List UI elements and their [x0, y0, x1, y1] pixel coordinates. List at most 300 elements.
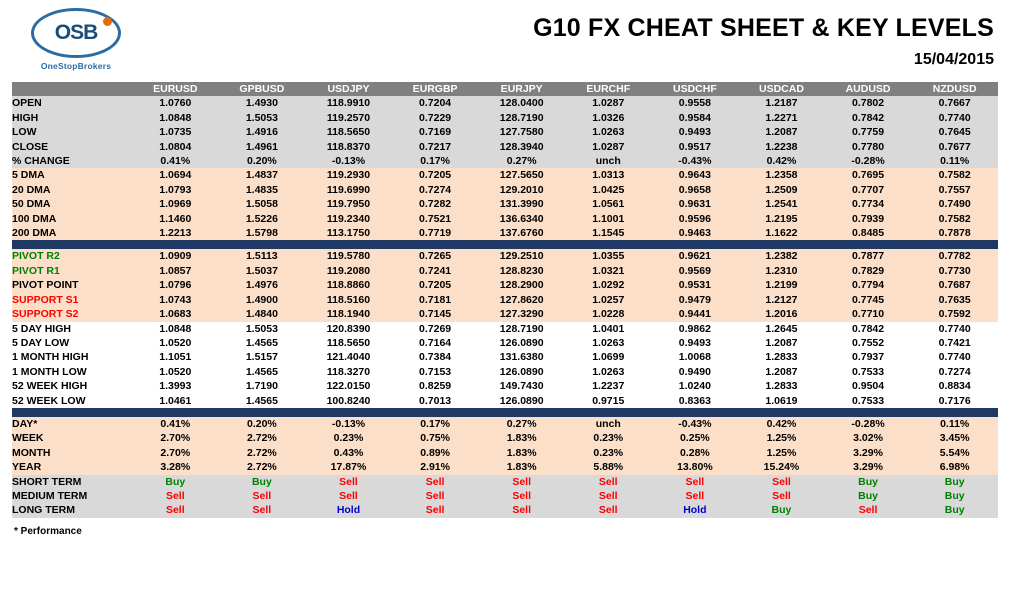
cell-gpbusd: 1.4840 — [219, 307, 306, 321]
cell-eurjpy: 0.27% — [478, 154, 565, 168]
cell-usdcad: 1.2382 — [738, 249, 825, 263]
cell-gpbusd: 1.5798 — [219, 226, 306, 240]
cell-usdjpy: 118.5650 — [305, 125, 392, 139]
cell-eurusd: 1.0857 — [132, 264, 219, 278]
cell-audusd: -0.28% — [825, 417, 912, 431]
cell-eurgbp: 0.8259 — [392, 379, 479, 393]
cell-eurchf: 0.23% — [565, 446, 652, 460]
cell-audusd: 0.7842 — [825, 322, 912, 336]
cell-usdchf: 0.9658 — [652, 183, 739, 197]
cell-eurjpy: Sell — [478, 475, 565, 489]
cell-eurgbp: 0.17% — [392, 417, 479, 431]
cell-eurusd: 1.0760 — [132, 96, 219, 110]
cell-usdcad: 1.2238 — [738, 140, 825, 154]
cell-audusd: Buy — [825, 489, 912, 503]
cell-eurgbp: 0.7205 — [392, 168, 479, 182]
cell-usdcad: 1.2645 — [738, 322, 825, 336]
cell-eurchf: unch — [565, 417, 652, 431]
cell-eurjpy: 128.0400 — [478, 96, 565, 110]
cell-eurchf: 5.88% — [565, 460, 652, 474]
cell-nzdusd: 0.7274 — [911, 365, 998, 379]
cell-eurchf: 0.9715 — [565, 394, 652, 408]
cell-eurjpy: Sell — [478, 489, 565, 503]
cell-audusd: Sell — [825, 503, 912, 517]
cell-eurgbp: 0.89% — [392, 446, 479, 460]
cell-usdjpy: 118.1940 — [305, 307, 392, 321]
cell-usdcad: 1.2833 — [738, 350, 825, 364]
cell-eurusd: 2.70% — [132, 446, 219, 460]
cell-audusd: 0.7745 — [825, 293, 912, 307]
cell-eurusd: 1.0848 — [132, 322, 219, 336]
cell-eurgbp: 0.7384 — [392, 350, 479, 364]
cell-eurjpy: 126.0890 — [478, 336, 565, 350]
cell-nzdusd: 0.7730 — [911, 264, 998, 278]
cell-usdcad: 1.0619 — [738, 394, 825, 408]
cell-gpbusd: 1.4916 — [219, 125, 306, 139]
cell-nzdusd: Buy — [911, 503, 998, 517]
cell-usdcad: 15.24% — [738, 460, 825, 474]
cell-usdchf: 0.9531 — [652, 278, 739, 292]
row-label: HIGH — [12, 111, 132, 125]
cell-usdcad: 1.2310 — [738, 264, 825, 278]
cell-eurgbp: 0.7521 — [392, 212, 479, 226]
cell-eurgbp: 0.7204 — [392, 96, 479, 110]
row-label: 1 MONTH HIGH — [12, 350, 132, 364]
cell-usdchf: 0.9596 — [652, 212, 739, 226]
table-row — [12, 154, 998, 168]
cell-eurusd: 0.41% — [132, 154, 219, 168]
cell-eurjpy: 1.83% — [478, 460, 565, 474]
cell-gpbusd: 2.72% — [219, 446, 306, 460]
cell-eurgbp: 0.7153 — [392, 365, 479, 379]
cell-eurchf: 1.0321 — [565, 264, 652, 278]
cell-usdchf: 0.9631 — [652, 197, 739, 211]
cell-usdchf: 0.9517 — [652, 140, 739, 154]
cell-eurusd: 1.0520 — [132, 336, 219, 350]
column-header-usdcad: USDCAD — [738, 82, 825, 96]
cell-eurchf: 1.0699 — [565, 350, 652, 364]
cell-usdjpy: 118.5650 — [305, 336, 392, 350]
cell-nzdusd: 6.98% — [911, 460, 998, 474]
cell-eurgbp: 0.7169 — [392, 125, 479, 139]
cell-usdjpy: 119.2340 — [305, 212, 392, 226]
cell-eurgbp: 0.7229 — [392, 111, 479, 125]
logo-caption: OneStopBrokers — [40, 61, 112, 71]
cell-nzdusd: 0.7582 — [911, 168, 998, 182]
cell-nzdusd: 3.45% — [911, 431, 998, 445]
cell-eurjpy: 129.2010 — [478, 183, 565, 197]
table-row — [12, 293, 998, 307]
cell-nzdusd: 0.7645 — [911, 125, 998, 139]
cell-gpbusd: 1.4565 — [219, 394, 306, 408]
cell-eurusd: 1.0743 — [132, 293, 219, 307]
cell-usdcad: 0.42% — [738, 417, 825, 431]
logo-dot-icon — [103, 17, 112, 26]
cell-eurusd: 1.0848 — [132, 111, 219, 125]
cell-eurjpy: 1.83% — [478, 446, 565, 460]
cell-audusd: -0.28% — [825, 154, 912, 168]
table-row — [12, 394, 998, 408]
row-label: CLOSE — [12, 140, 132, 154]
cell-gpbusd: 1.5053 — [219, 111, 306, 125]
cell-usdjpy: 118.8860 — [305, 278, 392, 292]
cell-usdjpy: 118.5160 — [305, 293, 392, 307]
cell-usdchf: Hold — [652, 503, 739, 517]
cell-eurgbp: 0.7164 — [392, 336, 479, 350]
cell-eurjpy: Sell — [478, 503, 565, 517]
cell-eurchf: 1.0355 — [565, 249, 652, 263]
cell-gpbusd: 0.20% — [219, 417, 306, 431]
cell-gpbusd: 2.72% — [219, 460, 306, 474]
cell-eurgbp: 0.7269 — [392, 322, 479, 336]
cell-audusd: 0.7937 — [825, 350, 912, 364]
cell-nzdusd: 0.7667 — [911, 96, 998, 110]
cell-eurusd: 1.0909 — [132, 249, 219, 263]
cell-eurchf: 1.0401 — [565, 322, 652, 336]
table-row — [12, 168, 998, 182]
cell-nzdusd: 0.7687 — [911, 278, 998, 292]
cell-eurgbp: 0.7241 — [392, 264, 479, 278]
cell-audusd: 0.7780 — [825, 140, 912, 154]
table-row — [12, 365, 998, 379]
row-label: 1 MONTH LOW — [12, 365, 132, 379]
row-label: % CHANGE — [12, 154, 132, 168]
cell-eurjpy: 126.0890 — [478, 365, 565, 379]
cell-usdchf: -0.43% — [652, 417, 739, 431]
cell-eurusd: 1.0683 — [132, 307, 219, 321]
cell-usdjpy: 119.6990 — [305, 183, 392, 197]
cell-gpbusd: 1.5058 — [219, 197, 306, 211]
cell-eurusd: 3.28% — [132, 460, 219, 474]
cell-gpbusd: 0.20% — [219, 154, 306, 168]
cell-usdchf: 13.80% — [652, 460, 739, 474]
fx-levels-table — [12, 82, 998, 518]
row-label: 200 DMA — [12, 226, 132, 240]
cell-eurgbp: 0.7145 — [392, 307, 479, 321]
cell-usdjpy: Sell — [305, 475, 392, 489]
cell-usdcad: 1.2541 — [738, 197, 825, 211]
cell-gpbusd: 1.4976 — [219, 278, 306, 292]
cell-eurchf: Sell — [565, 475, 652, 489]
table-body — [12, 96, 998, 517]
cell-nzdusd: 0.7878 — [911, 226, 998, 240]
table-row — [12, 111, 998, 125]
row-label: SUPPORT S1 — [12, 293, 132, 307]
cell-eurusd: 1.0969 — [132, 197, 219, 211]
row-label: 50 DMA — [12, 197, 132, 211]
cell-usdjpy: 119.2570 — [305, 111, 392, 125]
cell-eurchf: 1.0263 — [565, 365, 652, 379]
cell-eurchf: 1.1001 — [565, 212, 652, 226]
cell-nzdusd: 0.7557 — [911, 183, 998, 197]
row-label: 5 DAY LOW — [12, 336, 132, 350]
cell-usdjpy: 113.1750 — [305, 226, 392, 240]
cell-eurgbp: 0.7217 — [392, 140, 479, 154]
cell-usdjpy: Hold — [305, 503, 392, 517]
title-block — [533, 8, 994, 69]
cell-eurchf: 1.0313 — [565, 168, 652, 182]
row-label: WEEK — [12, 431, 132, 445]
page-title: G10 FX CHEAT SHEET & KEY LEVELS — [533, 14, 994, 42]
cell-nzdusd: 0.8834 — [911, 379, 998, 393]
cell-usdcad: 1.2087 — [738, 336, 825, 350]
cell-eurjpy: 131.6380 — [478, 350, 565, 364]
cell-eurusd: Sell — [132, 489, 219, 503]
cell-audusd: 0.7552 — [825, 336, 912, 350]
table-head — [12, 82, 998, 96]
cell-usdchf: 1.0068 — [652, 350, 739, 364]
cell-gpbusd: 1.7190 — [219, 379, 306, 393]
cell-eurjpy: 1.83% — [478, 431, 565, 445]
cell-usdjpy: 0.23% — [305, 431, 392, 445]
cell-usdjpy: 17.87% — [305, 460, 392, 474]
cell-usdjpy: -0.13% — [305, 417, 392, 431]
cell-usdjpy: Sell — [305, 489, 392, 503]
cell-gpbusd: 1.4837 — [219, 168, 306, 182]
column-header-eurusd: EURUSD — [132, 82, 219, 96]
cell-eurchf: 1.0287 — [565, 140, 652, 154]
cell-nzdusd: 0.11% — [911, 417, 998, 431]
cell-eurjpy: 128.2900 — [478, 278, 565, 292]
cell-eurusd: 1.0796 — [132, 278, 219, 292]
cell-eurusd: 1.0793 — [132, 183, 219, 197]
cell-eurgbp: 0.7719 — [392, 226, 479, 240]
cell-usdchf: 0.9479 — [652, 293, 739, 307]
cell-audusd: 0.7759 — [825, 125, 912, 139]
cell-nzdusd: 0.7740 — [911, 111, 998, 125]
row-label: LOW — [12, 125, 132, 139]
row-label: MONTH — [12, 446, 132, 460]
cell-usdchf: 0.9441 — [652, 307, 739, 321]
cell-usdcad: 1.2087 — [738, 125, 825, 139]
cell-gpbusd: 1.5037 — [219, 264, 306, 278]
cell-audusd: 0.7842 — [825, 111, 912, 125]
cell-nzdusd: 0.7740 — [911, 350, 998, 364]
cell-usdjpy: 118.8370 — [305, 140, 392, 154]
cell-audusd: 0.7794 — [825, 278, 912, 292]
cell-audusd: Buy — [825, 475, 912, 489]
table-row — [12, 140, 998, 154]
cell-gpbusd: 1.4900 — [219, 293, 306, 307]
cell-gpbusd: 1.5113 — [219, 249, 306, 263]
table-row — [12, 379, 998, 393]
cell-eurusd: 2.70% — [132, 431, 219, 445]
cell-eurchf: 1.0292 — [565, 278, 652, 292]
cell-eurjpy: 137.6760 — [478, 226, 565, 240]
divider-cell — [12, 240, 998, 249]
cell-usdcad: 1.2833 — [738, 379, 825, 393]
cell-eurchf: Sell — [565, 489, 652, 503]
cell-usdcad: Buy — [738, 503, 825, 517]
table-row — [12, 249, 998, 263]
cell-eurusd: 1.1460 — [132, 212, 219, 226]
cell-eurgbp: Sell — [392, 475, 479, 489]
cell-nzdusd: 0.7582 — [911, 212, 998, 226]
cell-usdjpy: 119.2080 — [305, 264, 392, 278]
cell-eurjpy: 127.3290 — [478, 307, 565, 321]
cell-audusd: 3.29% — [825, 446, 912, 460]
cell-gpbusd: 1.4565 — [219, 336, 306, 350]
table-row — [12, 96, 998, 110]
column-header-blank — [12, 82, 132, 96]
cell-usdjpy: 118.9910 — [305, 96, 392, 110]
cell-eurgbp: 0.7282 — [392, 197, 479, 211]
cell-eurjpy: 127.8620 — [478, 293, 565, 307]
cell-usdcad: 1.25% — [738, 431, 825, 445]
cell-nzdusd: Buy — [911, 475, 998, 489]
row-label: 52 WEEK LOW — [12, 394, 132, 408]
section-divider — [12, 240, 998, 249]
cell-usdcad: 0.42% — [738, 154, 825, 168]
cell-usdjpy: 120.8390 — [305, 322, 392, 336]
cell-eurchf: 1.0228 — [565, 307, 652, 321]
row-label: MEDIUM TERM — [12, 489, 132, 503]
cell-audusd: 3.29% — [825, 460, 912, 474]
cell-eurgbp: 0.7274 — [392, 183, 479, 197]
column-header-eurchf: EURCHF — [565, 82, 652, 96]
brand-logo — [10, 8, 142, 71]
table-row — [12, 503, 998, 517]
cell-eurchf: 1.2237 — [565, 379, 652, 393]
cell-usdchf: 0.9621 — [652, 249, 739, 263]
cell-eurjpy: 127.5650 — [478, 168, 565, 182]
cell-gpbusd: 1.4565 — [219, 365, 306, 379]
cell-nzdusd: 5.54% — [911, 446, 998, 460]
cell-nzdusd: 0.7490 — [911, 197, 998, 211]
cell-nzdusd: 0.7176 — [911, 394, 998, 408]
cell-eurchf: Sell — [565, 503, 652, 517]
cell-usdcad: 1.2016 — [738, 307, 825, 321]
cell-gpbusd: 1.4930 — [219, 96, 306, 110]
row-label: LONG TERM — [12, 503, 132, 517]
cell-gpbusd: Buy — [219, 475, 306, 489]
cell-eurjpy: 131.3990 — [478, 197, 565, 211]
cell-usdchf: 0.9862 — [652, 322, 739, 336]
cell-eurusd: 1.0735 — [132, 125, 219, 139]
cell-usdchf: 0.9569 — [652, 264, 739, 278]
table-row — [12, 226, 998, 240]
cell-gpbusd: 1.5157 — [219, 350, 306, 364]
cell-eurusd: 1.2213 — [132, 226, 219, 240]
row-label: 5 DMA — [12, 168, 132, 182]
page-header — [0, 0, 1010, 78]
column-header-usdchf: USDCHF — [652, 82, 739, 96]
cell-eurjpy: 128.8230 — [478, 264, 565, 278]
cell-usdchf: 0.25% — [652, 431, 739, 445]
cell-eurusd: 1.0520 — [132, 365, 219, 379]
cell-eurchf: 1.0425 — [565, 183, 652, 197]
cell-usdchf: 0.9584 — [652, 111, 739, 125]
cell-audusd: 0.7734 — [825, 197, 912, 211]
cell-eurchf: 1.0257 — [565, 293, 652, 307]
logo-text: OSB — [54, 21, 98, 44]
cell-audusd: 0.8485 — [825, 226, 912, 240]
cell-usdchf: 0.9493 — [652, 336, 739, 350]
column-header-usdjpy: USDJPY — [305, 82, 392, 96]
cell-usdcad: 1.25% — [738, 446, 825, 460]
cell-eurgbp: 0.75% — [392, 431, 479, 445]
cell-nzdusd: 0.7421 — [911, 336, 998, 350]
table-row — [12, 446, 998, 460]
cell-gpbusd: 1.4835 — [219, 183, 306, 197]
cell-usdcad: 1.2358 — [738, 168, 825, 182]
cell-nzdusd: 0.11% — [911, 154, 998, 168]
cell-audusd: 0.7707 — [825, 183, 912, 197]
cell-eurchf: unch — [565, 154, 652, 168]
cell-eurgbp: 0.17% — [392, 154, 479, 168]
cell-audusd: 0.7695 — [825, 168, 912, 182]
cell-eurusd: 1.3993 — [132, 379, 219, 393]
cell-eurchf: 0.23% — [565, 431, 652, 445]
cell-eurusd: 1.1051 — [132, 350, 219, 364]
table-row — [12, 417, 998, 431]
row-label: PIVOT POINT — [12, 278, 132, 292]
table-row — [12, 212, 998, 226]
table-row — [12, 322, 998, 336]
cell-eurchf: 1.1545 — [565, 226, 652, 240]
cell-usdjpy: 122.0150 — [305, 379, 392, 393]
footnote: * Performance — [14, 525, 82, 537]
row-label: DAY* — [12, 417, 132, 431]
cell-usdcad: Sell — [738, 475, 825, 489]
column-header-audusd: AUDUSD — [825, 82, 912, 96]
cell-usdjpy: 119.7950 — [305, 197, 392, 211]
cell-eurjpy: 126.0890 — [478, 394, 565, 408]
cell-eurjpy: 127.7580 — [478, 125, 565, 139]
table-row — [12, 197, 998, 211]
cell-eurgbp: Sell — [392, 489, 479, 503]
table-row — [12, 431, 998, 445]
cell-eurgbp: 2.91% — [392, 460, 479, 474]
cell-nzdusd: 0.7740 — [911, 322, 998, 336]
row-label: SHORT TERM — [12, 475, 132, 489]
cell-usdchf: Sell — [652, 475, 739, 489]
table-row — [12, 489, 998, 503]
table-row — [12, 350, 998, 364]
column-header-gpbusd: GPBUSD — [219, 82, 306, 96]
table-row — [12, 125, 998, 139]
cell-eurchf: 1.0263 — [565, 125, 652, 139]
cell-eurjpy: 128.3940 — [478, 140, 565, 154]
cell-usdcad: 1.1622 — [738, 226, 825, 240]
cell-usdjpy: 0.43% — [305, 446, 392, 460]
cell-eurchf: 1.0326 — [565, 111, 652, 125]
table-row — [12, 183, 998, 197]
cell-eurusd: 1.0804 — [132, 140, 219, 154]
column-header-eurgbp: EURGBP — [392, 82, 479, 96]
table-row — [12, 475, 998, 489]
cell-gpbusd: 1.5226 — [219, 212, 306, 226]
cell-usdchf: 0.9493 — [652, 125, 739, 139]
cell-nzdusd: Buy — [911, 489, 998, 503]
cell-audusd: 0.7829 — [825, 264, 912, 278]
cell-usdchf: 0.9463 — [652, 226, 739, 240]
cell-gpbusd: 1.5053 — [219, 322, 306, 336]
row-label: 5 DAY HIGH — [12, 322, 132, 336]
cell-eurusd: Buy — [132, 475, 219, 489]
cell-usdchf: 0.28% — [652, 446, 739, 460]
cell-usdchf: 0.9558 — [652, 96, 739, 110]
cell-usdchf: 0.9643 — [652, 168, 739, 182]
cell-audusd: 0.7533 — [825, 365, 912, 379]
cell-eurjpy: 0.27% — [478, 417, 565, 431]
cell-usdcad: 1.2187 — [738, 96, 825, 110]
cell-gpbusd: Sell — [219, 503, 306, 517]
table-row — [12, 307, 998, 321]
cell-eurchf: 1.0561 — [565, 197, 652, 211]
cell-usdchf: 0.8363 — [652, 394, 739, 408]
cell-audusd: 0.7802 — [825, 96, 912, 110]
